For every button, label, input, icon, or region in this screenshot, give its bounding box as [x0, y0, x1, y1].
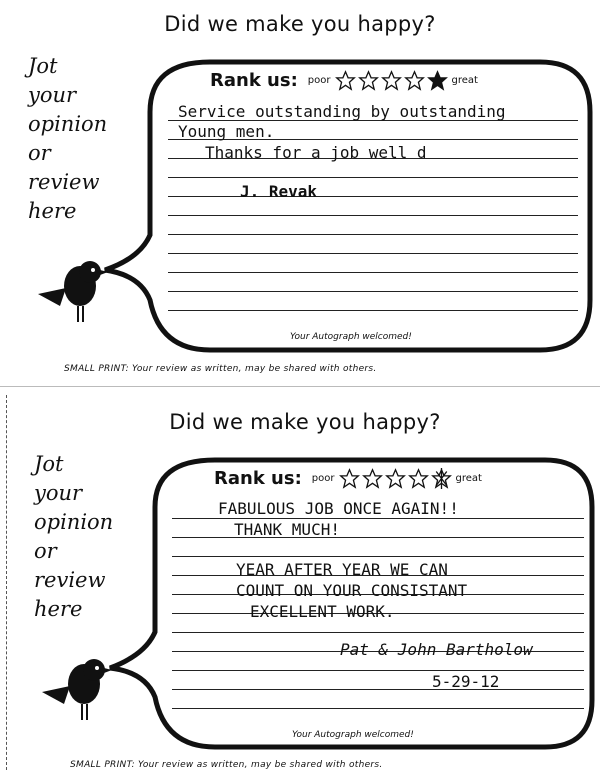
- review-card-2: [0, 390, 600, 775]
- side-word: opinion: [28, 112, 108, 136]
- ruled-line: [168, 234, 578, 235]
- card-divider: [0, 386, 600, 387]
- ruled-line: [168, 310, 578, 311]
- great-label: great: [455, 473, 482, 484]
- ruled-line: [168, 215, 578, 216]
- autograph-note: Your Autograph welcomed!: [290, 332, 412, 342]
- handwritten-signature: J. Revak: [240, 182, 318, 201]
- handwritten-line: COUNT ON YOUR CONSISTANT: [236, 581, 468, 600]
- poor-label: poor: [307, 75, 331, 86]
- side-word: here: [28, 199, 77, 223]
- side-word: your: [28, 83, 77, 107]
- side-word: opinion: [34, 510, 114, 534]
- star-3-icon[interactable]: [381, 70, 402, 91]
- star-rating[interactable]: [339, 468, 452, 489]
- ruled-line: [168, 272, 578, 273]
- ruled-line: [168, 291, 578, 292]
- rank-label: Rank us:: [210, 70, 298, 91]
- handwritten-signature: Pat & John Bartholow: [340, 640, 533, 659]
- ruled-line: [172, 708, 584, 709]
- small-print: SMALL PRINT: Your review as written, may be shared with others.: [70, 760, 383, 770]
- poor-label: poor: [311, 473, 335, 484]
- review-card-1: [0, 0, 600, 385]
- star-5-icon[interactable]: [427, 70, 448, 91]
- ruled-line: [172, 670, 584, 671]
- star-4-icon[interactable]: [408, 468, 429, 489]
- autograph-note: Your Autograph welcomed!: [292, 730, 414, 740]
- side-word: here: [34, 597, 83, 621]
- star-1-icon[interactable]: [335, 70, 356, 91]
- bird-logo-icon: [36, 258, 108, 328]
- handwritten-line: YEAR AFTER YEAR WE CAN: [236, 560, 448, 579]
- bird-logo-icon: [40, 656, 112, 726]
- rank-label: Rank us:: [214, 468, 302, 489]
- side-word: review: [34, 568, 106, 592]
- star-5-icon[interactable]: [431, 468, 452, 489]
- handwritten-line: Young men.: [178, 122, 275, 141]
- card-heading: Did we make you happy?: [169, 410, 441, 434]
- handwritten-date: 5-29-12: [432, 672, 500, 691]
- side-word: your: [34, 481, 83, 505]
- great-label: great: [451, 75, 478, 86]
- ruled-line: [172, 632, 584, 633]
- side-word: or: [28, 141, 51, 165]
- card-heading: Did we make you happy?: [164, 12, 436, 36]
- side-word: or: [34, 539, 57, 563]
- ruled-line: [172, 518, 584, 519]
- ruled-line: [168, 177, 578, 178]
- star-2-icon[interactable]: [362, 468, 383, 489]
- star-3-icon[interactable]: [385, 468, 406, 489]
- star-rating[interactable]: [335, 70, 448, 91]
- ruled-line: [172, 556, 584, 557]
- star-1-icon[interactable]: [339, 468, 360, 489]
- small-print: SMALL PRINT: Your review as written, may be shared with others.: [64, 364, 377, 374]
- star-2-icon[interactable]: [358, 70, 379, 91]
- star-4-icon[interactable]: [404, 70, 425, 91]
- side-word: Jot: [34, 452, 64, 476]
- rank-row: [214, 468, 482, 489]
- ruled-line: [168, 196, 578, 197]
- rank-row: [210, 70, 478, 91]
- handwritten-line: THANK MUCH!: [234, 520, 340, 539]
- ruled-line: [172, 689, 584, 690]
- handwritten-line: Service outstanding by outstanding: [178, 102, 506, 121]
- ruled-line: [168, 253, 578, 254]
- handwritten-line: EXCELLENT WORK.: [250, 602, 395, 621]
- side-word: Jot: [28, 54, 58, 78]
- handwritten-line: Thanks for a job well d: [205, 143, 427, 162]
- side-word: review: [28, 170, 100, 194]
- handwritten-line: FABULOUS JOB ONCE AGAIN!!: [218, 499, 459, 518]
